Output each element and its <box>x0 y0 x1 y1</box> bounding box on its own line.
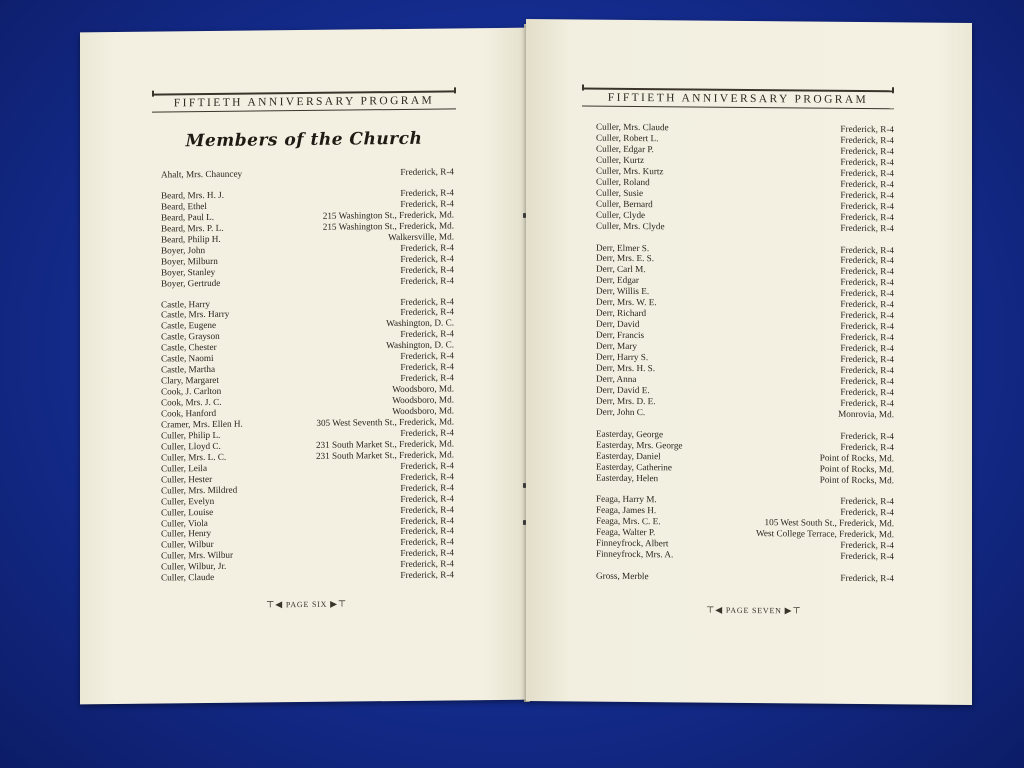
member-name: Easterday, Daniel <box>596 450 661 461</box>
member-name: Derr, David <box>596 318 640 330</box>
member-address: Frederick, R-4 <box>840 331 894 343</box>
header-title: FIFTIETH ANNIVERSARY PROGRAM <box>173 94 435 110</box>
member-address: Frederick, R-4 <box>400 525 454 537</box>
member-name: Derr, Mary <box>596 340 637 352</box>
member-address: Frederick, R-4 <box>400 166 454 177</box>
page-number: PAGE SIX <box>285 599 328 610</box>
member-address: Frederick, R-4 <box>400 295 454 307</box>
header-rule-tick <box>582 85 584 91</box>
member-name: Cramer, Mrs. Ellen H. <box>161 418 243 430</box>
member-name: Derr, Mrs. E. S. <box>596 253 655 264</box>
member-name: Feaga, James H. <box>596 505 657 516</box>
member-name: Culler, Claude <box>161 572 215 583</box>
member-name: Culler, Louise <box>161 506 214 518</box>
member-address: Monrovia, Md. <box>838 408 894 420</box>
member-name: Derr, Mrs. H. S. <box>596 362 656 374</box>
member-name: Beard, Ethel <box>161 200 207 212</box>
member-name: Culler, Henry <box>161 528 212 539</box>
member-address: Frederick, R-4 <box>840 222 894 233</box>
member-name: Boyer, Milburn <box>161 255 218 267</box>
page-footer <box>266 599 347 611</box>
member-name: Feaga, Walter P. <box>596 526 656 538</box>
member-address: Frederick, R-4 <box>400 198 454 209</box>
member-name: Culler, Susie <box>596 187 644 198</box>
right-ornament-icon: ▶⊤ <box>330 598 348 609</box>
member-name: Gross, Merble <box>596 570 649 582</box>
page-footer <box>706 605 802 617</box>
member-name: Culler, Roland <box>596 176 650 187</box>
member-address: Point of Rocks, Md. <box>819 463 894 474</box>
member-name: Beard, Paul L. <box>161 211 215 223</box>
member-name: Derr, John C. <box>596 406 646 417</box>
page-six <box>80 28 528 705</box>
member-row <box>161 166 454 180</box>
member-name: Clary, Margaret <box>161 375 219 386</box>
member-address: Frederick, R-4 <box>840 288 894 299</box>
member-address: West College Terrace, Frederick, Md. <box>756 528 894 540</box>
member-address: Washington, D. C. <box>386 317 454 329</box>
member-address: Frederick, R-4 <box>400 460 454 471</box>
member-name: Culler, Hester <box>161 473 213 485</box>
member-name: Culler, Mrs. Mildred <box>161 484 238 496</box>
member-address: Frederick, R-4 <box>400 274 454 286</box>
member-address: Frederick, R-4 <box>840 189 894 200</box>
member-name: Feaga, Harry M. <box>596 494 657 505</box>
member-address: Frederick, R-4 <box>840 507 894 518</box>
member-address: Frederick, R-4 <box>400 242 454 253</box>
member-row <box>596 549 894 563</box>
member-name: Feaga, Mrs. C. E. <box>596 516 661 527</box>
member-address: Point of Rocks, Md. <box>819 474 894 485</box>
member-name: Castle, Naomi <box>161 353 214 364</box>
member-name: Boyer, Stanley <box>161 266 216 278</box>
member-address: Frederick, R-4 <box>400 569 454 581</box>
member-name: Easterday, Helen <box>596 472 659 483</box>
member-name: Culler, Mrs. Wilbur <box>161 550 234 561</box>
member-name: Culler, Viola <box>161 517 208 528</box>
member-address: Frederick, R-4 <box>400 328 454 340</box>
member-address: Frederick, R-4 <box>400 372 454 384</box>
member-name: Castle, Martha <box>161 364 216 375</box>
member-name: Castle, Chester <box>161 342 217 353</box>
member-address: Washington, D. C. <box>386 339 454 351</box>
member-name: Culler, Bernard <box>596 198 653 209</box>
member-name: Castle, Grayson <box>161 331 220 342</box>
header-title: FIFTIETH ANNIVERSARY PROGRAM <box>607 91 869 107</box>
member-address: Frederick, R-4 <box>840 211 894 222</box>
running-header <box>582 88 894 110</box>
member-name: Easterday, George <box>596 428 664 439</box>
member-address: Frederick, R-4 <box>840 320 894 332</box>
member-address: Frederick, R-4 <box>840 397 894 409</box>
member-name: Cook, Hanford <box>161 407 217 419</box>
member-name: Cook, Mrs. J. C. <box>161 396 222 408</box>
member-address: Frederick, R-4 <box>840 572 894 584</box>
staple <box>523 213 526 218</box>
member-name: Beard, Philip H. <box>161 233 221 245</box>
member-address: Frederick, R-4 <box>400 514 454 526</box>
member-name: Castle, Eugene <box>161 320 217 331</box>
member-name: Easterday, Mrs. George <box>596 439 683 451</box>
member-address: 105 West South St., Frederick, Md. <box>764 517 894 529</box>
member-name: Finneyfrock, Albert <box>596 537 669 549</box>
member-name: Derr, Willis E. <box>596 285 650 297</box>
member-address: Woodsboro, Md. <box>392 405 454 417</box>
member-address: Frederick, R-4 <box>400 547 454 559</box>
member-address: Walkersville, Md. <box>388 231 454 242</box>
header-rule-tick <box>152 91 154 97</box>
left-ornament-icon: ⊤◀ <box>266 599 283 610</box>
member-name: Derr, Carl M. <box>596 264 646 275</box>
member-address: Frederick, R-4 <box>400 306 454 318</box>
member-name: Derr, Mrs. D. E. <box>596 395 656 406</box>
member-name: Finneyfrock, Mrs. A. <box>596 548 674 560</box>
section-title: Members of the Church <box>185 128 423 152</box>
member-name: Culler, Lloyd C. <box>161 440 221 452</box>
member-name: Derr, Richard <box>596 307 647 319</box>
member-name: Culler, Kurtz <box>596 154 645 165</box>
page-number: PAGE SEVEN <box>725 605 782 616</box>
member-row <box>161 570 454 584</box>
member-address: Frederick, R-4 <box>400 187 454 198</box>
member-row <box>596 220 894 234</box>
member-name: Culler, Mrs. Clyde <box>596 220 665 231</box>
member-name: Culler, Clyde <box>596 209 646 220</box>
member-name: Ahalt, Mrs. Chauncey <box>161 168 243 180</box>
member-address: Frederick, R-4 <box>400 253 454 264</box>
member-address: Frederick, R-4 <box>840 167 894 179</box>
member-row <box>596 472 894 486</box>
member-name: Derr, Anna <box>596 373 637 384</box>
member-name: Derr, Mrs. W. E. <box>596 296 657 308</box>
member-address: 215 Washington St., Frederick, Md. <box>322 220 454 232</box>
member-address: Frederick, R-4 <box>840 386 894 398</box>
member-address: Frederick, R-4 <box>840 309 894 321</box>
member-address: Woodsboro, Md. <box>392 394 454 406</box>
member-name: Derr, Edgar <box>596 275 639 286</box>
member-address: 215 Washington St., Frederick, Md. <box>322 209 454 221</box>
member-address: Frederick, R-4 <box>840 540 894 551</box>
member-name: Culler, Philip L. <box>161 429 221 441</box>
member-address: Frederick, R-4 <box>840 277 894 288</box>
member-address: Frederick, R-4 <box>840 244 894 255</box>
member-address: Frederick, R-4 <box>400 536 454 548</box>
member-name: Boyer, Gertrude <box>161 277 221 289</box>
member-address: Frederick, R-4 <box>840 550 894 562</box>
member-address: Woodsboro, Md. <box>392 383 454 395</box>
member-name: Culler, Mrs. Kurtz <box>596 165 664 177</box>
member-name: Cook, J. Carlton <box>161 385 222 397</box>
member-name: Beard, Mrs. H. J. <box>161 189 225 201</box>
member-address: Frederick, R-4 <box>840 123 894 135</box>
member-address: Frederick, R-4 <box>840 156 894 168</box>
header-rule-bottom <box>582 106 894 110</box>
member-address: Frederick, R-4 <box>840 299 894 310</box>
member-name: Derr, Elmer S. <box>596 242 650 253</box>
member-address: Frederick, R-4 <box>400 350 454 362</box>
member-name: Boyer, John <box>161 244 206 256</box>
member-address: Frederick, R-4 <box>400 493 454 504</box>
right-ornament-icon: ▶⊤ <box>784 605 802 616</box>
header-rule-tick <box>892 87 894 93</box>
member-address: Frederick, R-4 <box>400 471 454 482</box>
member-name: Culler, Robert L. <box>596 132 659 144</box>
member-name: Easterday, Catherine <box>596 461 672 472</box>
member-name: Culler, Wilbur, Jr. <box>161 561 227 572</box>
member-address: Frederick, R-4 <box>840 145 894 157</box>
member-address: Frederick, R-4 <box>840 200 894 211</box>
member-address: Frederick, R-4 <box>840 178 894 190</box>
member-address: Frederick, R-4 <box>840 496 894 507</box>
member-row <box>161 275 454 289</box>
member-address: Frederick, R-4 <box>400 482 454 493</box>
member-name: Culler, Wilbur <box>161 539 214 550</box>
member-address: Point of Rocks, Md. <box>819 452 894 463</box>
member-row <box>596 571 894 585</box>
member-name: Castle, Mrs. Harry <box>161 309 230 320</box>
member-name: Derr, David E. <box>596 384 650 395</box>
member-address: Frederick, R-4 <box>840 255 894 266</box>
staple <box>523 520 526 525</box>
member-name: Culler, Mrs. L. C. <box>161 451 227 463</box>
member-address: Frederick, R-4 <box>840 375 894 387</box>
staple <box>523 483 526 488</box>
member-name: Derr, Harry S. <box>596 351 649 363</box>
member-address: Frederick, R-4 <box>400 361 454 373</box>
member-address: Frederick, R-4 <box>840 430 894 441</box>
member-name: Castle, Harry <box>161 298 210 309</box>
member-address: Frederick, R-4 <box>400 427 454 438</box>
running-header <box>152 90 456 112</box>
member-name: Culler, Mrs. Claude <box>596 121 669 133</box>
member-address: Frederick, R-4 <box>400 558 454 570</box>
member-address: Frederick, R-4 <box>400 503 454 515</box>
member-address: Frederick, R-4 <box>840 134 894 146</box>
member-address: Frederick, R-4 <box>840 364 894 376</box>
member-name: Culler, Edgar P. <box>596 143 654 155</box>
member-address: 305 West Seventh St., Frederick, Md. <box>316 416 454 428</box>
member-address: Frederick, R-4 <box>400 264 454 275</box>
member-address: Frederick, R-4 <box>840 342 894 354</box>
member-address: Frederick, R-4 <box>840 441 894 452</box>
member-address: 231 South Market St., Frederick, Md. <box>315 438 454 450</box>
member-name: Culler, Leila <box>161 462 208 474</box>
left-ornament-icon: ⊤◀ <box>706 604 723 615</box>
member-address: 231 South Market St., Frederick, Md. <box>315 449 454 461</box>
member-name: Beard, Mrs. P. L. <box>161 222 224 234</box>
member-name: Culler, Evelyn <box>161 495 215 507</box>
member-name: Derr, Francis <box>596 329 645 341</box>
header-rule-tick <box>454 87 456 93</box>
member-row <box>596 406 894 420</box>
member-address: Frederick, R-4 <box>840 353 894 365</box>
page-seven <box>526 19 972 705</box>
member-address: Frederick, R-4 <box>840 266 894 277</box>
